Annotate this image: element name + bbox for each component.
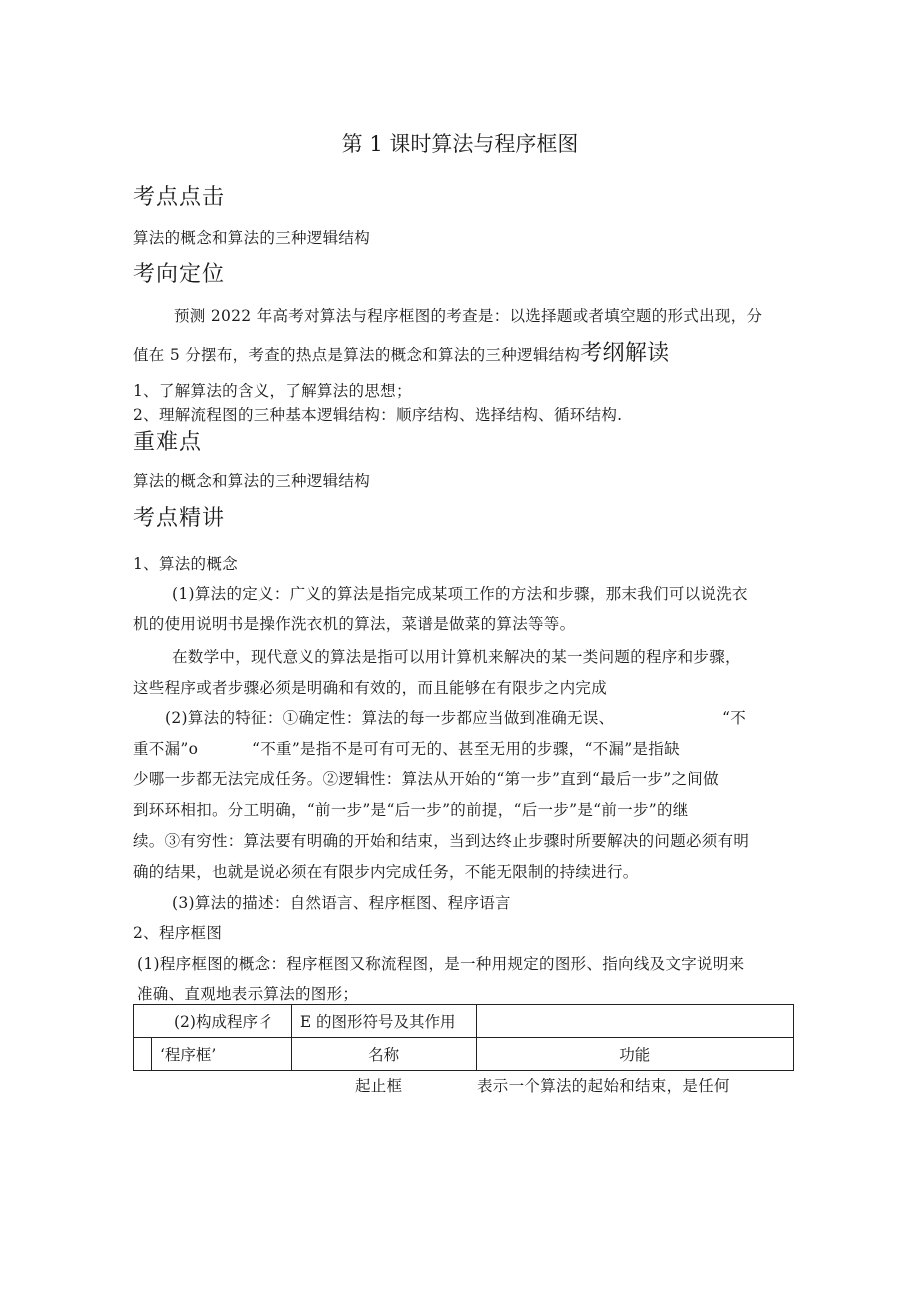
flowchart-line-2: 准确、直观地表示算法的图形； bbox=[137, 985, 359, 1003]
feature-line-1a: (2)算法的特征：①确定性：算法的每一步都应当做到准确无误、 bbox=[165, 709, 615, 727]
table-cell: 名称 bbox=[291, 1038, 476, 1071]
symbol-table bbox=[133, 1004, 794, 1071]
table-cell bbox=[134, 1038, 152, 1071]
math-line-1: 在数学中，现代意义的算法是指可以用计算机来解决的某一类问题的程序和步骤， bbox=[172, 648, 741, 666]
table-cell: ‘程序框’ bbox=[151, 1038, 291, 1071]
kaoxiang-line-2-text: 值在 5 分摆布，考查的热点是算法的概念和算法的三种逻辑结构 bbox=[133, 346, 581, 364]
heading-kaogang: 考纲解读 bbox=[580, 341, 670, 366]
table-row bbox=[134, 1005, 794, 1038]
table-cell: (2)构成程序彳 bbox=[134, 1005, 292, 1038]
table-cell: 功能 bbox=[476, 1038, 793, 1071]
definition-line-1: (1)算法的定义：广义的算法是指完成某项工作的方法和步骤，那末我们可以说洗衣 bbox=[172, 585, 748, 603]
description-line: (3)算法的描述：自然语言、程序框图、程序语言 bbox=[172, 894, 511, 912]
kaoxiang-line-1: 预测 2022 年高考对算法与程序框图的考查是：以选择题或者填空题的形式出现，分 bbox=[174, 307, 763, 325]
flowchart-line-1: (1)程序框图的概念：程序框图又称流程图，是一种用规定的图形、指向线及文字说明来 bbox=[137, 955, 745, 973]
kaogang-item-2: 2、理解流程图的三种基本逻辑结构：顺序结构、选择结构、循环结构. bbox=[133, 406, 623, 424]
feature-line-3: 少哪一步都无法完成任务。②逻辑性：算法从开始的“第一步”直到“最后一步”之间做 bbox=[133, 770, 719, 788]
page-title: 第 1 课时算法与程序框图 bbox=[341, 132, 579, 156]
heading-kaodian: 考点点击 bbox=[133, 185, 226, 210]
table-cell bbox=[476, 1005, 793, 1038]
feature-line-2b: “不重”是指不是可有可无的、甚至无用的步骤，“不漏”是指缺 bbox=[252, 740, 680, 758]
kaodian-text: 算法的概念和算法的三种逻辑结构 bbox=[133, 229, 371, 247]
feature-line-2a: 重不漏”o bbox=[133, 740, 199, 758]
table-row bbox=[134, 1038, 794, 1071]
feature-line-6: 确的结果，也就是说必须在有限步内完成任务，不能无限制的持续进行。 bbox=[133, 863, 639, 881]
heading-kaoxiang: 考向定位 bbox=[133, 262, 226, 287]
section-1-heading: 1、算法的概念 bbox=[133, 555, 238, 573]
zhongnan-text: 算法的概念和算法的三种逻辑结构 bbox=[133, 472, 371, 490]
kaogang-item-1: 1、了解算法的含义，了解算法的思想； bbox=[133, 382, 412, 400]
table-row-3-function: 表示一个算法的起始和结束，是任何 bbox=[477, 1077, 730, 1095]
definition-line-2: 机的使用说明书是操作洗衣机的算法，菜谱是做菜的算法等等。 bbox=[133, 615, 576, 633]
feature-line-1b: “不 bbox=[722, 709, 747, 727]
section-2-heading: 2、程序框图 bbox=[133, 924, 223, 942]
math-line-2: 这些程序或者步骤必须是明确和有效的，而且能够在有限步之内完成 bbox=[133, 679, 608, 697]
feature-line-5: 续。③有穷性：算法要有明确的开始和结束，当到达终止步骤时所要解决的问题必须有明 bbox=[133, 832, 750, 850]
heading-zhongnan: 重难点 bbox=[133, 430, 203, 455]
table-row-3-name: 起止框 bbox=[355, 1077, 403, 1095]
table-cell: E 的图形符号及其作用 bbox=[291, 1005, 476, 1038]
heading-jingjiang: 考点精讲 bbox=[133, 506, 226, 531]
feature-line-4: 到环环相扣。分工明确，“前一步”是“后一步”的前提，“后一步”是“前一步”的继 bbox=[133, 801, 689, 819]
kaoxiang-line-2 bbox=[133, 336, 669, 367]
